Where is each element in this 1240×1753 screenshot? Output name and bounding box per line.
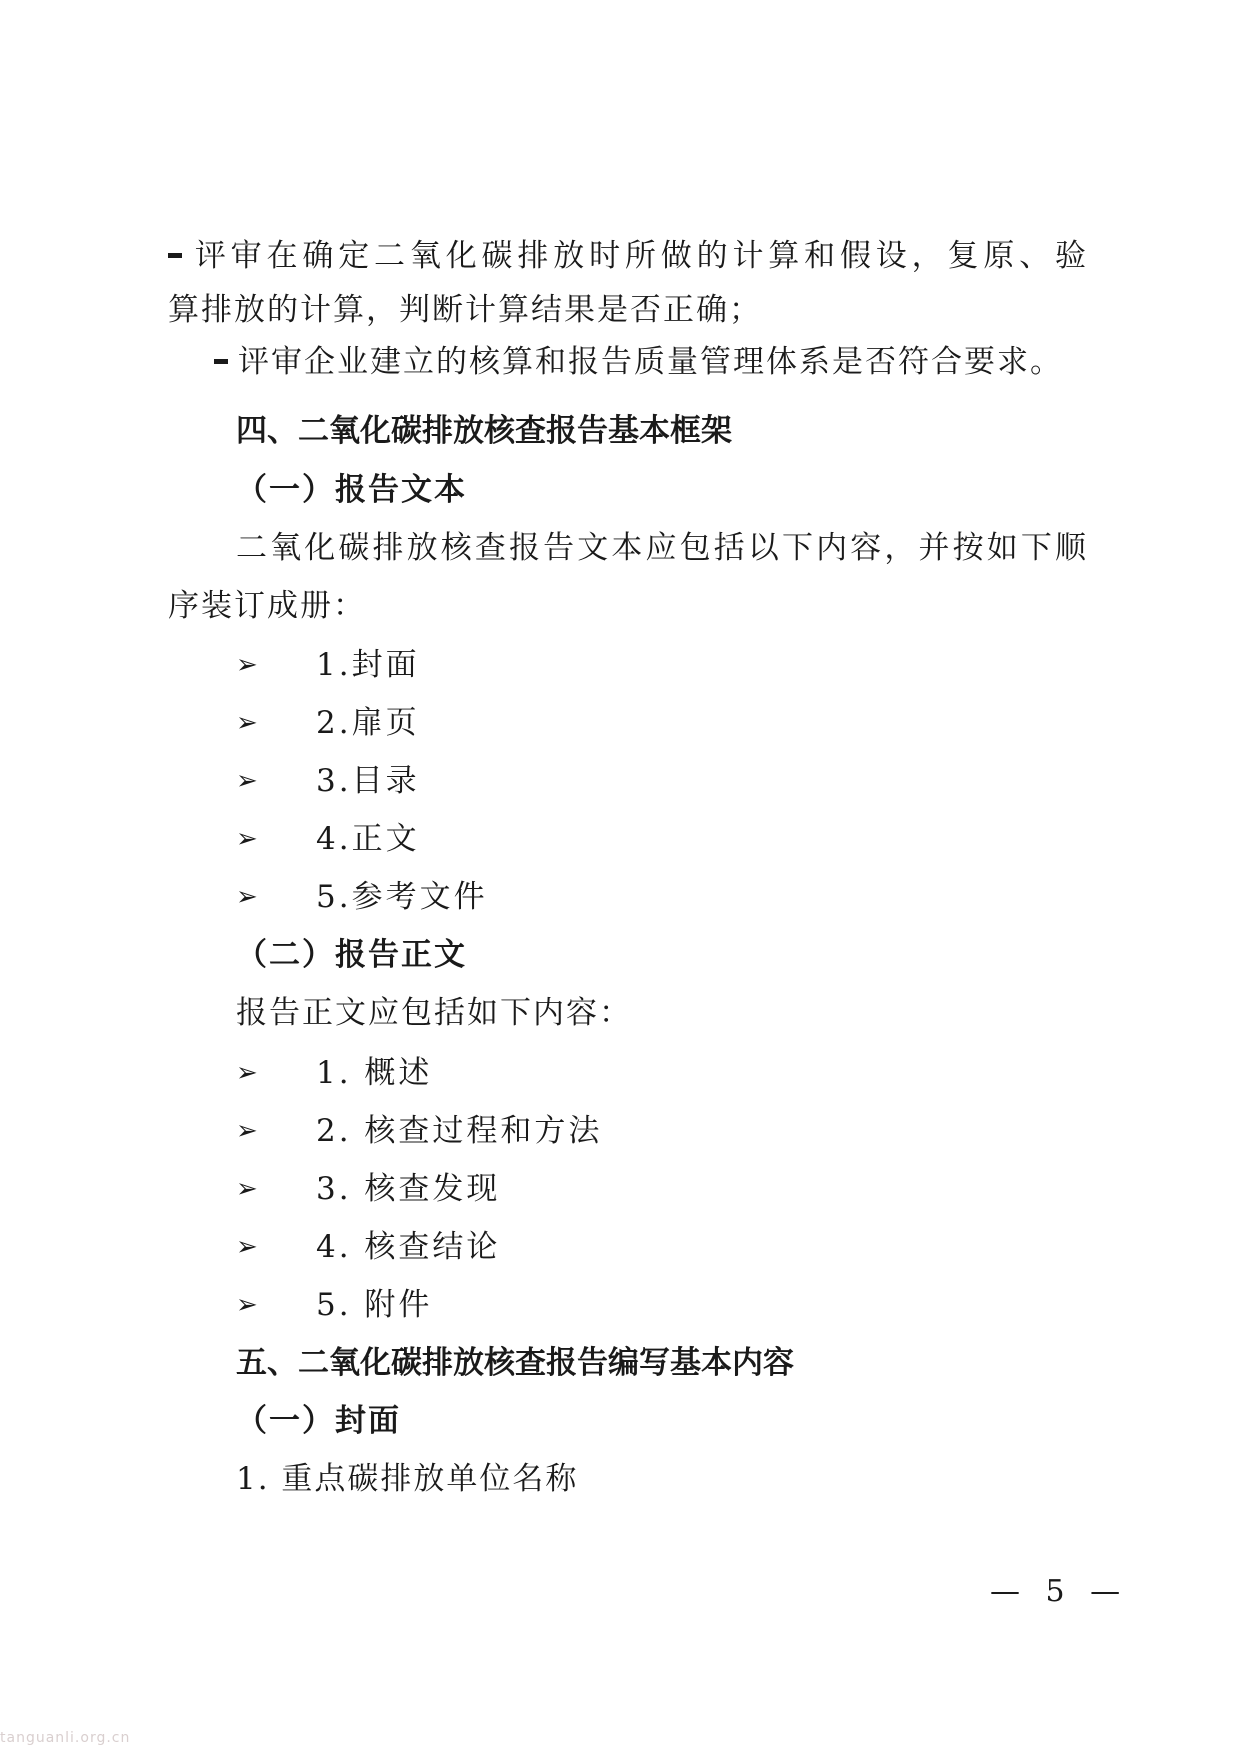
dash-bullet-icon (214, 359, 228, 364)
arrow-bullet-icon: ➢ (236, 1232, 258, 1262)
dash-bullet-icon (168, 253, 182, 258)
paragraph-review-quality (214, 342, 1063, 382)
section4-sub1-intro-line2: 序装订成册： (168, 588, 366, 624)
list-item: 3. 核查发现 (316, 1171, 501, 1207)
p2-text: 评审企业建立的核算和报告质量管理体系是否符合要求。 (238, 344, 1063, 380)
section4-sub2-intro: 报告正文应包括如下内容： (236, 995, 632, 1031)
section4-heading: 四、二氧化碳排放核查报告基本框架 (236, 413, 732, 449)
p1-line2: 算排放的计算，判断计算结果是否正确； (168, 292, 762, 328)
arrow-bullet-icon: ➢ (236, 1116, 258, 1146)
list-item: 4. 核查结论 (316, 1229, 501, 1265)
section5-heading: 五、二氧化碳排放核查报告编写基本内容 (236, 1345, 794, 1381)
page-number: — 5 — (990, 1574, 1129, 1609)
arrow-bullet-icon: ➢ (236, 824, 258, 854)
list-item: 5. 附件 (316, 1287, 433, 1323)
section4-sub2-heading: （二）报告正文 (236, 937, 467, 973)
list-item: 1. 概述 (316, 1055, 433, 1091)
p1-line1: 评审在确定二氧化碳排放时所做的计算和假设，复原、验 (192, 238, 1088, 274)
arrow-bullet-icon: ➢ (236, 708, 258, 738)
arrow-bullet-icon: ➢ (236, 1058, 258, 1088)
arrow-bullet-icon: ➢ (236, 650, 258, 680)
arrow-bullet-icon: ➢ (236, 1290, 258, 1320)
arrow-bullet-icon: ➢ (236, 766, 258, 796)
list-item: 2. 核查过程和方法 (316, 1113, 603, 1149)
section4-sub1-intro-line1: 二氧化碳排放核查报告文本应包括以下内容，并按如下顺 (236, 530, 1088, 566)
section4-sub1-heading: （一）报告文本 (236, 472, 467, 508)
arrow-bullet-icon: ➢ (236, 882, 258, 912)
section5-item1: 1. 重点碳排放单位名称 (236, 1461, 579, 1497)
list-item: 4.正文 (316, 821, 420, 857)
list-item: 3.目录 (316, 763, 420, 799)
list-item: 2.扉页 (316, 705, 420, 741)
paragraph-review-calculation (168, 236, 1088, 276)
list-item: 5.参考文件 (316, 879, 488, 915)
section5-sub1-heading: （一）封面 (236, 1403, 401, 1439)
arrow-bullet-icon: ➢ (236, 1174, 258, 1204)
watermark: tanguanli.org.cn (0, 1730, 131, 1746)
list-item: 1.封面 (316, 647, 420, 683)
